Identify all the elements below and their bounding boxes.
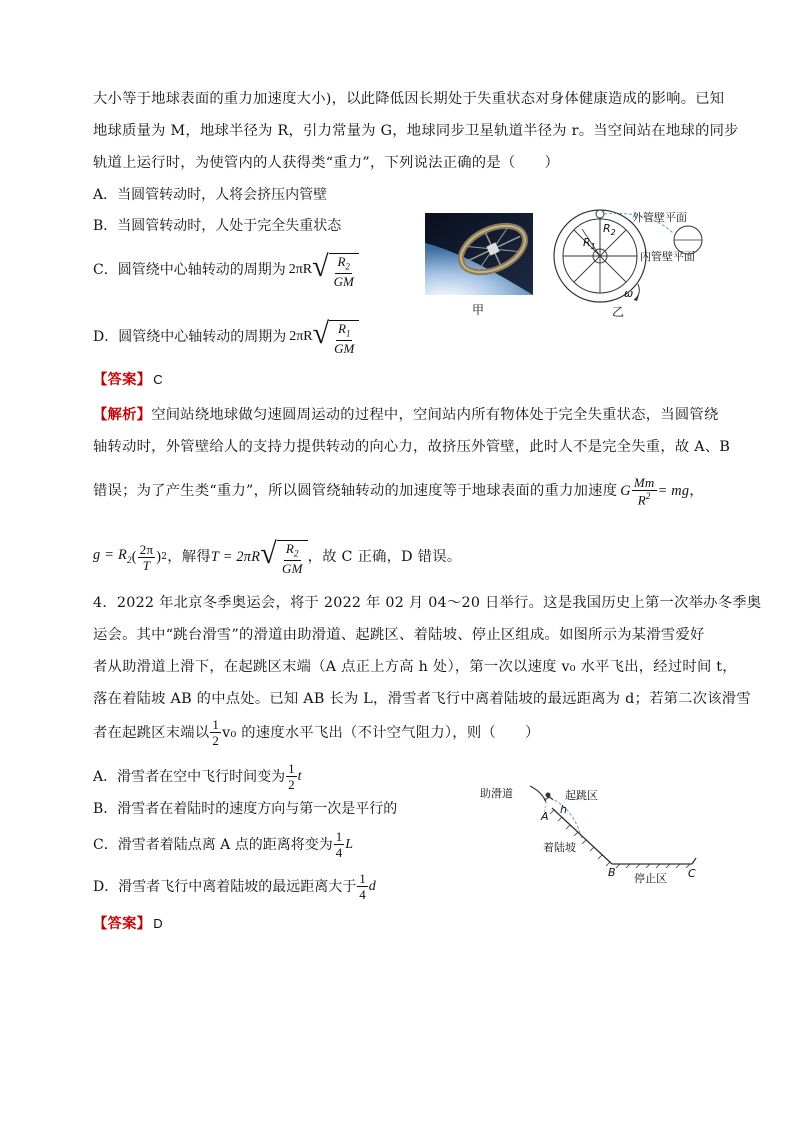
analysis-line1: 【解析】空间站绕地球做匀速圆周运动的过程中，空间站内所有物体处于完全失重状态，当圆管绕 — [93, 407, 719, 423]
figure-jia-caption: 甲 — [472, 303, 485, 317]
q4-option-b: B．滑雪者在着陆时的速度方向与第一次是平行的 — [93, 801, 398, 817]
label-h: h — [560, 803, 567, 816]
analysis-line2: 轴转动时，外管壁给人的支持力提供转动的向心力，故挤压外管壁，此时人不是完全失重，故 A、B — [93, 439, 731, 455]
q3-option-c-text: C．圆管绕中心轴转动的周期为 — [93, 262, 286, 279]
label-c: C — [688, 867, 696, 880]
answer-value: C — [153, 372, 163, 387]
q3-option-d — [93, 317, 359, 356]
q4-option-a: A．滑雪者在空中飞行时间变为 $\frac{1}{2}$ t — [93, 761, 302, 792]
q4-option-c: C．滑雪者着陆点离 A 点的距离将变为 $\frac{1}{4}$ L — [93, 829, 354, 860]
q3-option-d-text: D．圆管绕中心轴转动的周期为 — [93, 329, 287, 346]
q3-option-a: A．当圆管转动时，人将会挤压内管壁 — [93, 187, 328, 203]
q4-stem-line2: 运会。其中“跳台滑雪”的滑道由助滑道、起跳区、着陆坡、停止区组成。如图所示为某滑雪爱好 — [93, 627, 705, 643]
label-outer-wall: 外管壁平面 — [632, 211, 687, 224]
label-inner-wall: 内管壁平面 — [640, 250, 695, 263]
q3-answer — [93, 370, 163, 390]
analysis-tag: 【解析】 — [93, 407, 152, 423]
q4-stem-line5: 者在起跳区末端以 $\frac{1}{2}$ v₀ 的速度水平飞出（不计空气阻力），则（ ） — [93, 717, 540, 748]
label-b: B — [608, 866, 616, 879]
q4-stem-line3: 者从助滑道上滑下，在起跳区末端（A 点正上方高 h 处），第一次以速度 v₀ 水平飞出，经过时间 t， — [93, 659, 737, 675]
space-station-photo — [425, 213, 533, 295]
figure-yi-caption: 乙 — [612, 305, 625, 319]
label-stop-zone: 停止区 — [634, 872, 667, 885]
q3-option-c — [93, 250, 359, 289]
q3-option-c-sqrt: √ $\frac{R_2}{GM}$ — [312, 253, 359, 288]
label-omega: ω — [624, 287, 634, 300]
q4-option-d: D．滑雪者飞行中离着陆坡的最远距离大于 $\frac{1}{4}$ d — [93, 871, 376, 902]
answer-tag: 【答案】 — [93, 916, 152, 932]
q3-option-c-prefix: 2πR — [288, 262, 313, 278]
label-a: A — [541, 810, 549, 823]
analysis-line4: $g = R_2$ ( $\frac{2\pi}{T}$ ) 2 ，解得 T = 2πR √ $\frac{R_2}{GM}$ ，故 C 正确，D 错误。 — [93, 537, 462, 576]
label-r2: $R_2$ — [603, 222, 616, 238]
q4-stem-line4: 落在着陆坡 AB 的中点处。已知 AB 长为 L，滑雪者飞行中离着陆坡的最远距离为 d；若第二次该滑雪 — [93, 691, 751, 707]
answer-tag: 【答案】 — [93, 372, 152, 388]
label-r1: $R_1$ — [583, 236, 596, 252]
q3-stem-line2: 地球质量为 M，地球半径为 R，引力常量为 G，地球同步卫星轨道半径为 r。当空间站在地球的同步 — [93, 123, 739, 139]
label-landing-slope: 着陆坡 — [543, 841, 576, 854]
answer-value: D — [153, 916, 163, 931]
analysis-line3: 错误；为了产生类“重力”，所以圆管绕轴转动的加速度等于地球表面的重力加速度 G $\frac{Mm}{R^2}$ = mg ， — [93, 475, 704, 508]
q3-stem-line1: 大小等于地球表面的重力加速度大小)，以此降低因长期处于失重状态对身体健康造成的影响。已知 — [93, 91, 725, 107]
q3-option-d-prefix: 2πR — [289, 329, 313, 345]
label-run-in: 助滑道 — [480, 787, 513, 800]
q3-stem-line3: 轨道上运行时，为使管内的人获得类“重力”，下列说法正确的是（ ） — [93, 155, 560, 171]
label-takeoff-zone: 起跳区 — [565, 789, 598, 802]
q4-answer — [93, 914, 163, 934]
q3-option-d-sqrt: √ $\frac{R_1}{GM}$ — [313, 320, 360, 355]
q4-stem-line1: 4．2022 年北京冬季奥运会，将于 2022 年 02 月 04～20 日举行。这是我国历史上第一次举办冬季奥 — [93, 595, 762, 611]
q3-option-b: B．当圆管转动时，人处于完全失重状态 — [93, 218, 342, 234]
